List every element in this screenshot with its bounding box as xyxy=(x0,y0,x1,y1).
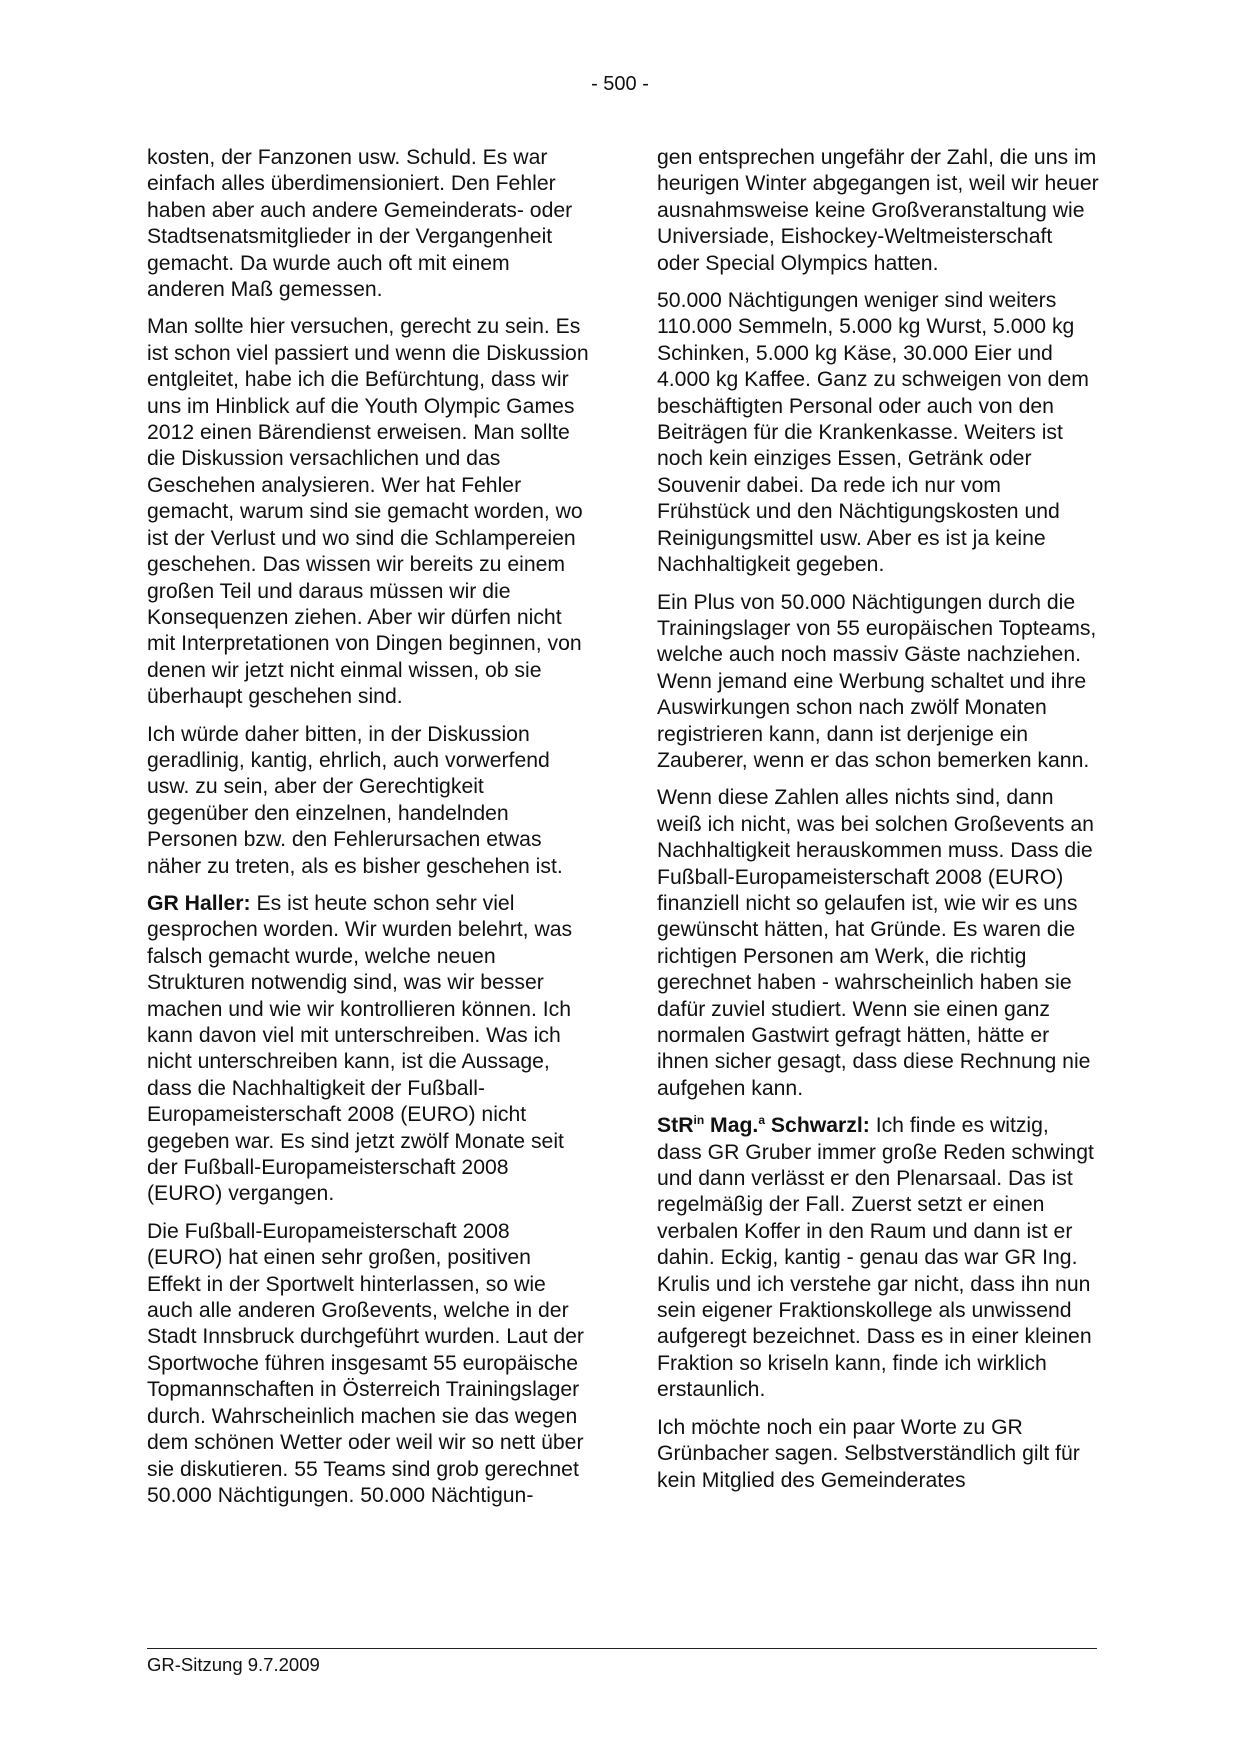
page-number: - 500 - xyxy=(591,73,649,95)
speaker-title: StR xyxy=(657,1114,694,1138)
speaker-degree-suffix: a xyxy=(758,1113,766,1128)
left-column xyxy=(147,145,589,1520)
speaker-degree: Mag. xyxy=(704,1114,759,1138)
speech-schwarzl xyxy=(657,1113,1099,1403)
speaker-name: GR Haller: xyxy=(147,891,251,915)
paragraph: Wenn diese Zahlen alles nichts sind, dann weiß ich nicht, was bei solchen Großevents an Nachhaltigkeit herauskommen muss. Dass die Fußball-Europameisterschaft 2008 (EURO) finanziell nicht so gelaufen ist, wie wir es uns gewünscht hätten, hat Gründe. Es waren die richtigen Personen am Werk, die richtig gerechnet haben - wahrscheinlich haben sie dafür zuviel studiert. Wenn sie einen ganz normalen Gastwirt gefragt hätten, hätte er ihnen sicher gesagt, dass diese Rechnung nie aufgehen kann. xyxy=(657,786,1094,1100)
paragraph: 50.000 Nächtigungen weniger sind weiters 110.000 Semmeln, 5.000 kg Wurst, 5.000 kg Schinken, 5.000 kg Käse, 30.000 Eier und 4.000 kg Kaffee. Ganz zu schweigen von dem beschäftigten Personal oder auch von den Beiträgen für die Krankenkasse. Weiters ist noch kein einziges Essen, Getränk oder Souvenir dabei. Da rede ich nur vom Frühstück und den Nächtigungskosten und Reinigungsmittel usw. Aber es ist ja keine Nachhaltigkeit gegeben. xyxy=(657,289,1089,577)
paragraph: Ich würde daher bitten, in der Diskussion geradlinig, kantig, ehrlich, auch vorwerfend usw. zu sein, aber der Gerechtigkeit gegenüber den einzelnen, handelnden Personen bzw. den Fehlerursachen etwas näher zu treten, als es bisher geschehen ist. xyxy=(147,722,563,878)
paragraph: kosten, der Fanzonen usw. Schuld. Es war einfach alles überdimensioniert. Den Fehler haben aber auch andere Gemeinderats- oder Stadtsenatsmitglieder in der Vergangenheit gemacht. Da wurde auch oft mit einem anderen Maß gemessen. xyxy=(147,146,573,302)
footer-divider xyxy=(147,1648,1097,1649)
paragraph: Ein Plus von 50.000 Nächtigungen durch die Trainingslager von 55 europäischen Topteams, welche auch noch massiv Gäste nachziehen. Wenn jemand eine Werbung schaltet und ihre Auswirkungen schon nach zwölf Monaten registrieren kann, dann ist derjenige ein Zauberer, wenn er das schon bemerken kann. xyxy=(657,590,1097,772)
paragraph: gen entsprechen ungefähr der Zahl, die uns im heurigen Winter abgegangen ist, weil wir heuer ausnahmsweise keine Großveranstaltung wie Universiade, Eishockey-Weltmeisterschaft oder Special Olympics hatten. xyxy=(657,146,1099,275)
paragraph: Ich möchte noch ein paar Worte zu GR Grünbacher sagen. Selbstverständlich gilt für kein Mitglied des Gemeinderates xyxy=(657,1415,1080,1492)
speech-text: Es ist heute schon sehr viel gesprochen worden. Wir wurden belehrt, was falsch gemacht wurde, welche neuen Strukturen notwendig sind, was wir besser machen und wie wir kontrollieren können. Ich kann davon viel mit unterschreiben. Was ich nicht unterschreiben kann, ist die Aussage, dass die Nachhaltigkeit der Fußball-Europameisterschaft 2008 (EURO) nicht gegeben war. Es sind jetzt zwölf Monate seit der Fußball-Europameisterschaft 2008 (EURO) vergangen. xyxy=(147,891,573,1206)
paragraph: Die Fußball-Europameisterschaft 2008 (EURO) hat einen sehr großen, positiven Effekt in der Sportwelt hinterlassen, so wie auch alle anderen Großevents, welche in der Stadt Innsbruck durchgeführt wurden. Laut der Sportwoche führen insgesamt 55 europäische Topmannschaften in Österreich Trainingslager durch. Wahrscheinlich machen sie das wegen dem schönen Wetter oder weil wir so nett über sie diskutieren. 55 Teams sind grob gerechnet 50.000 Nächtigungen. 50.000 Nächtigun- xyxy=(147,1219,584,1507)
paragraph: Man sollte hier versuchen, gerecht zu sein. Es ist schon viel passiert und wenn die Diskussion entgleitet, habe ich die Befürchtung, dass wir uns im Hinblick auf die Youth Olympic Games 2012 einen Bärendienst erweisen. Man sollte die Diskussion versachlichen und das Geschehen analysieren. Wer hat Fehler gemacht, warum sind sie gemacht worden, wo ist der Verlust und wo sind die Schlampereien geschehen. Das wissen wir bereits zu einem großen Teil und daraus müssen wir die Konsequenzen ziehen. Aber wir dürfen nicht mit Interpretationen von Dingen beginnen, von denen wir jetzt nicht einmal wissen, ob sie überhaupt geschehen sind. xyxy=(147,315,589,709)
speaker-title-suffix: in xyxy=(693,1113,705,1128)
speaker-surname: Schwarzl: xyxy=(765,1114,870,1138)
speaker-name xyxy=(657,1114,870,1137)
footer-text: GR-Sitzung 9.7.2009 xyxy=(147,1654,320,1675)
right-column xyxy=(657,145,1099,1505)
speech-haller xyxy=(147,891,589,1208)
speech-text: Ich finde es witzig, dass GR Gruber immer große Reden schwingt und dann verlässt er den Plenarsaal. Das ist regelmäßig der Fall. Zuerst setzt er einen verbalen Koffer in den Raum und dann ist er dahin. Eckig, kantig - genau das war GR Ing. Krulis und ich verstehe gar nicht, dass ihn nun sein eigener Fraktionskollege als unwissend aufgeregt bezeichnet. Dass es in einer kleinen Fraktion so kriseln kann, finde ich wirklich erstaunlich. xyxy=(657,1114,1094,1402)
